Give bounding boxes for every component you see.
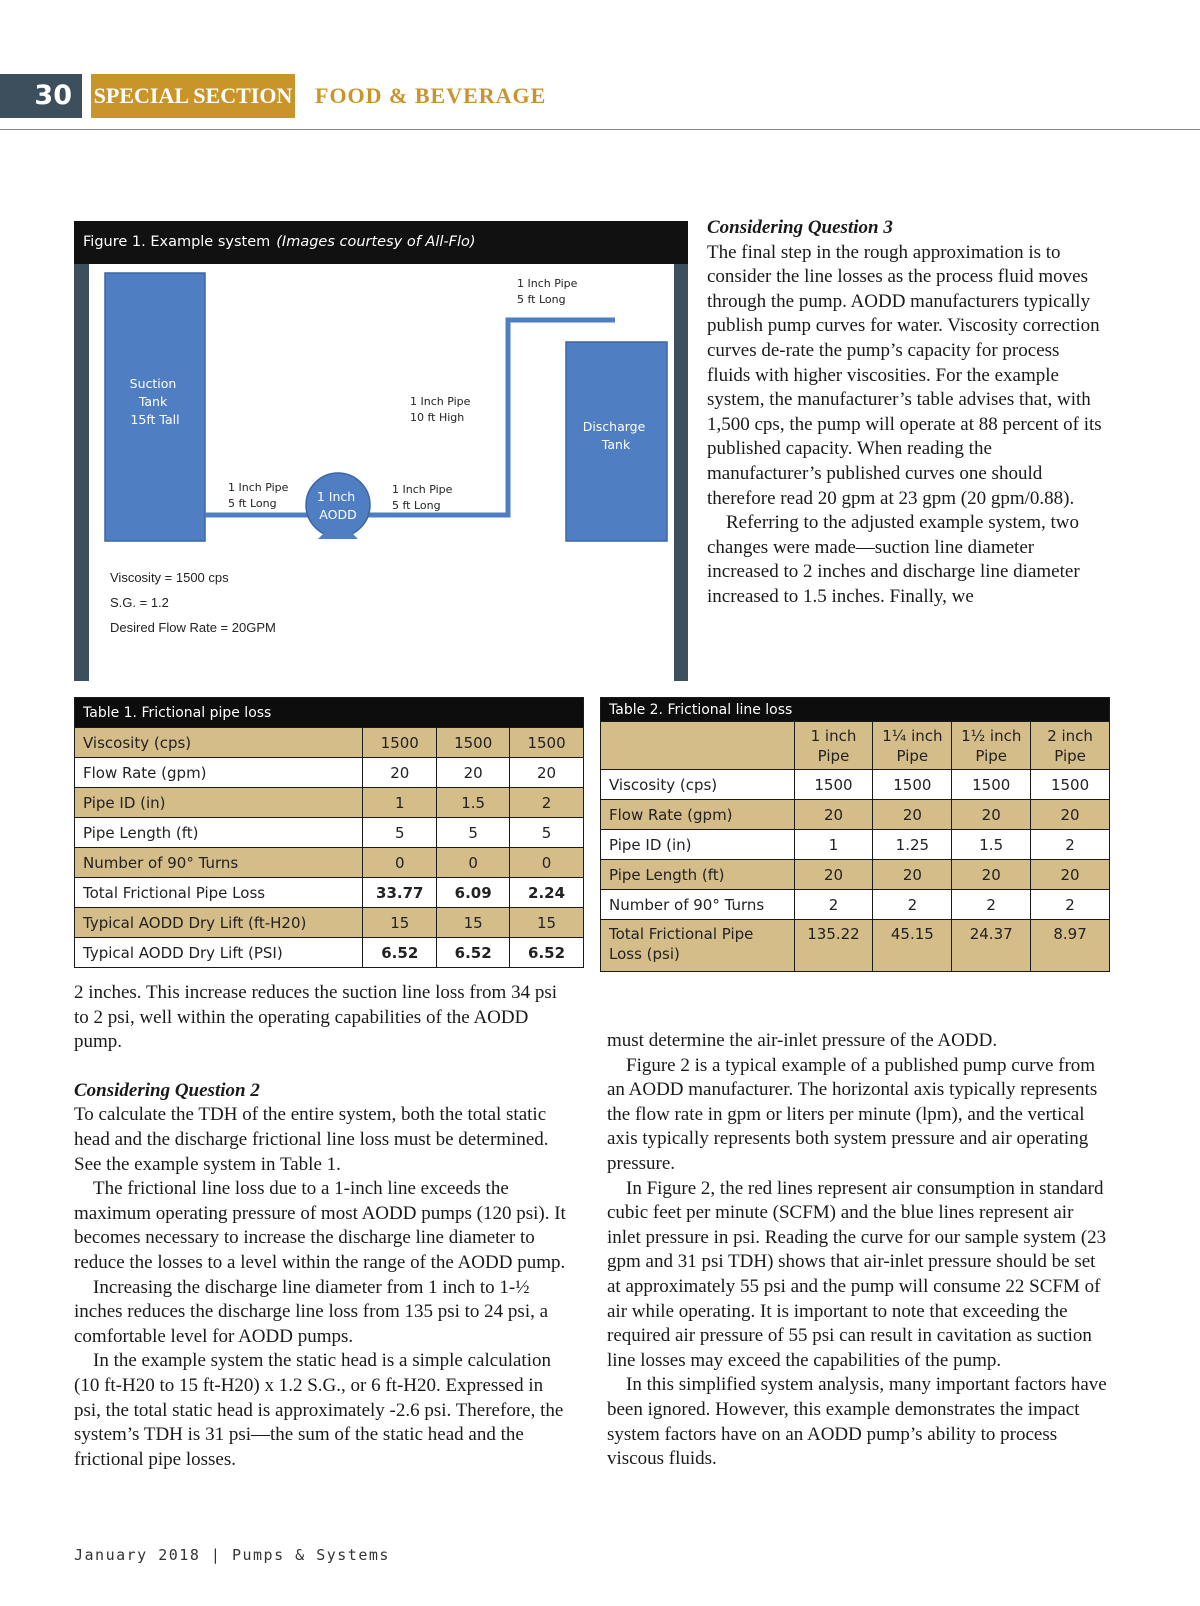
table-cell: 1500 [873, 770, 952, 800]
suction-tank-label-2: Tank [138, 394, 168, 409]
table-row [601, 920, 1110, 972]
table-cell: 135.22 [794, 920, 873, 972]
table-cell: 15 [437, 908, 510, 938]
table-1-frictional-pipe-loss [74, 697, 584, 968]
top-pipe-label-1: 1 Inch Pipe [517, 277, 578, 290]
aodd-pump [306, 473, 370, 537]
table-cell: 20 [794, 860, 873, 890]
table-cell: 0 [437, 848, 510, 878]
paragraph: The final step in the rough approximation is to consider the line losses as the process fluid moves through the pump. AODD manufacturers typically publish pump curves for water. Viscosity correction curves de-rate the pump’s capacity for process fluids with higher viscosities. For the example system, the manufacturer’s table advises that, with 1,500 cps, the pump will operate at 88 percent of its published capacity. When reading the manufacturer’s published curves one should therefore read 20 gpm at 23 gpm (20 gpm/0.88). [707, 241, 1102, 509]
paragraph: In the example system the static head is a simple calculation (10 ft-H20 to 15 ft-H20) x 1.2 S.G., or 6 ft-H20. Expressed in psi, the total static head is approximately -2.6 psi. Therefore, the system’s TDH is 31 psi—the sum of the static head and the frictional pipe losses. [74, 1350, 564, 1470]
table-cell: 2 [873, 890, 952, 920]
table-cell: 6.52 [437, 938, 510, 968]
column-header-line: 1½ inch [961, 726, 1022, 745]
column-header [794, 722, 873, 770]
paragraph: Referring to the adjusted example system, two changes were made—suction line diameter increased to 2 inches and discharge line diameter increased to 1.5 inches. Finally, we [707, 512, 1080, 607]
table-cell: 8.97 [1031, 920, 1110, 972]
table-cell: 15 [510, 908, 584, 938]
heading-question-3: Considering Question 3 [707, 217, 893, 238]
table-cell: 5 [437, 818, 510, 848]
table-cell: 20 [1031, 860, 1110, 890]
table-cell: 20 [363, 758, 437, 788]
column-header [1031, 722, 1110, 770]
table-cell: 2 [1031, 830, 1110, 860]
table-row [75, 758, 584, 788]
header-divider [0, 129, 1200, 130]
figure-1-courtesy: (Images courtesy of All-Flo) [276, 234, 476, 250]
column-header-line: 1 inch [810, 726, 857, 745]
suction-pipe-label-2: 5 ft Long [228, 497, 277, 510]
paragraph: Increasing the discharge line diameter from 1 inch to 1-½ inches reduces the discharge line loss from 135 psi to 24 psi, a comfortable level for AODD pumps. [74, 1276, 549, 1347]
table-cell: 1500 [952, 770, 1031, 800]
vertical-pipe-label-2: 10 ft High [410, 411, 465, 424]
row-label: Pipe Length (ft) [601, 860, 795, 890]
spec-flow-rate: Desired Flow Rate = 20GPM [110, 620, 276, 635]
table-cell: 1500 [363, 728, 437, 758]
discharge-pipe-low-label-1: 1 Inch Pipe [392, 483, 453, 496]
table-row [75, 848, 584, 878]
spec-gravity: S.G. = 1.2 [110, 595, 169, 610]
spec-viscosity: Viscosity = 1500 cps [110, 570, 229, 585]
row-label: Number of 90° Turns [75, 848, 363, 878]
row-label: Pipe ID (in) [75, 788, 363, 818]
table-row [75, 788, 584, 818]
table-2-corner [601, 722, 795, 770]
table-cell: 1.5 [952, 830, 1031, 860]
footer-separator: | [200, 1546, 232, 1564]
footer [74, 1546, 390, 1564]
svg-text:1 Inch Pipe 5 ft Long [517, 277, 581, 306]
table-cell: 24.37 [952, 920, 1031, 972]
table-cell: 2.24 [510, 878, 584, 908]
footer-magazine: Pumps & Systems [231, 1546, 390, 1564]
table-cell: 2 [510, 788, 584, 818]
heading-question-2: Considering Question 2 [74, 1079, 260, 1101]
footer-date: January 2018 [74, 1546, 201, 1564]
table-cell: 1500 [437, 728, 510, 758]
page-number: 30 [0, 74, 82, 118]
table-cell: 5 [363, 818, 437, 848]
svg-text:1 Inch Pipe 5 ft Long [228, 481, 292, 510]
table-cell: 2 [794, 890, 873, 920]
table-row [601, 890, 1110, 920]
table-cell: 20 [437, 758, 510, 788]
table-row [75, 818, 584, 848]
table-cell: 1.5 [437, 788, 510, 818]
table-row [75, 728, 584, 758]
special-section-label: SPECIAL SECTION [91, 74, 295, 118]
table-cell: 20 [873, 800, 952, 830]
svg-text:1 Inch Pipe 5 ft Long [392, 483, 456, 512]
table-cell: 1500 [510, 728, 584, 758]
discharge-tank-label-2: Tank [601, 437, 631, 452]
table-cell: 33.77 [363, 878, 437, 908]
row-label-line: Loss (psi) [609, 945, 680, 963]
row-label: Pipe Length (ft) [75, 818, 363, 848]
system-diagram [74, 221, 688, 681]
discharge-pipe-low-label-2: 5 ft Long [392, 499, 441, 512]
row-label: Viscosity (cps) [601, 770, 795, 800]
table-cell: 20 [510, 758, 584, 788]
article-column-left [74, 981, 574, 1472]
column-header-line: 1¼ inch [882, 726, 943, 745]
table-cell: 15 [363, 908, 437, 938]
top-pipe-label-2: 5 ft Long [517, 293, 566, 306]
table-row [75, 938, 584, 968]
table-cell: 6.52 [363, 938, 437, 968]
table-cell: 5 [510, 818, 584, 848]
row-label [601, 920, 795, 972]
table-cell: 1500 [794, 770, 873, 800]
row-label: Pipe ID (in) [601, 830, 795, 860]
table-1-caption: Table 1. Frictional pipe loss [75, 698, 584, 728]
paragraph: 2 inches. This increase reduces the suction line loss from 34 psi to 2 psi, well within the operating capabilities of the AODD pump. [74, 982, 557, 1053]
figure-1 [74, 221, 688, 681]
suction-tank-label-1: Suction [129, 376, 177, 391]
table-2-caption: Table 2. Frictional line loss [601, 698, 1110, 722]
table-row [75, 878, 584, 908]
table-cell: 0 [510, 848, 584, 878]
table-2-frictional-line-loss [600, 697, 1110, 972]
table-row [601, 830, 1110, 860]
row-label: Number of 90° Turns [601, 890, 795, 920]
table-row [601, 800, 1110, 830]
paragraph: In this simplified system analysis, many important factors have been ignored. However, this example demonstrates the impact system factors have on an AODD pump’s ability to process viscous fluids. [607, 1374, 1107, 1470]
table-cell: 6.09 [437, 878, 510, 908]
paragraph: To calculate the TDH of the entire system, both the total static head and the discharge frictional line loss must be determined. See the example system in Table 1. [74, 1104, 549, 1175]
row-label: Total Frictional Pipe Loss [75, 878, 363, 908]
table-cell: 0 [363, 848, 437, 878]
pump-label-1: 1 Inch [316, 489, 356, 504]
table-cell: 20 [952, 800, 1031, 830]
paragraph: In Figure 2, the red lines represent air consumption in standard cubic feet per minute (SCFM) and the blue lines represent air inlet pressure in psi. Reading the curve for our sample system (23 gpm and 31 psi TDH) shows that air-inlet pressure should be set at approximately 55 psi and the pump will consume 22 SCFM of air while operating. It is important to note that exceeding the required air pressure of 55 psi can result in cavitation as suction line losses may exceed the capabilities of the pump. [607, 1177, 1107, 1371]
row-label: Typical AODD Dry Lift (PSI) [75, 938, 363, 968]
column-header-line: Pipe [817, 746, 850, 765]
suction-tank-label-3: 15ft Tall [130, 412, 180, 427]
discharge-tank-label-1: Discharge [582, 419, 646, 434]
column-header [873, 722, 952, 770]
table-cell: 1 [794, 830, 873, 860]
article-column-right-top [707, 216, 1107, 610]
section-name: FOOD & BEVERAGE [315, 83, 547, 108]
table-row [75, 908, 584, 938]
pump-base [318, 533, 358, 539]
table-cell: 20 [794, 800, 873, 830]
row-label: Typical AODD Dry Lift (ft-H20) [75, 908, 363, 938]
column-header-line: Pipe [896, 746, 929, 765]
table-cell: 20 [873, 860, 952, 890]
column-header [952, 722, 1031, 770]
suction-pipe-label-1: 1 Inch Pipe [228, 481, 289, 494]
svg-text:1 Inch Pipe 10 ft High [410, 395, 474, 424]
column-header-line: Pipe [975, 746, 1008, 765]
table-cell: 2 [1031, 890, 1110, 920]
paragraph: must determine the air-inlet pressure of the AODD. [607, 1030, 998, 1051]
row-label: Viscosity (cps) [75, 728, 363, 758]
table-cell: 1.25 [873, 830, 952, 860]
row-label: Flow Rate (gpm) [75, 758, 363, 788]
table-cell: 45.15 [873, 920, 952, 972]
column-header-line: 2 inch [1047, 726, 1093, 745]
table-cell: 20 [1031, 800, 1110, 830]
table-cell: 2 [952, 890, 1031, 920]
table-row [601, 770, 1110, 800]
vertical-pipe-label-1: 1 Inch Pipe [410, 395, 471, 408]
table-cell: 20 [952, 860, 1031, 890]
paragraph: Figure 2 is a typical example of a published pump curve from an AODD manufacturer. The horizontal axis typically represents the flow rate in gpm or liters per minute (lpm), and the vertical axis typically represents both system pressure and air operating pressure. [607, 1054, 1098, 1174]
figure-1-caption: Figure 1. Example system [83, 234, 271, 250]
table-cell: 6.52 [510, 938, 584, 968]
pump-label-2: AODD [319, 507, 357, 522]
paragraph: The frictional line loss due to a 1-inch line exceeds the maximum operating pressure of most AODD pumps (120 psi). It becomes necessary to increase the discharge line diameter to reduce the losses to a level within the range of the AODD pump. [74, 1178, 566, 1273]
column-header-line: Pipe [1054, 746, 1086, 765]
row-label: Flow Rate (gpm) [601, 800, 795, 830]
table-row [601, 860, 1110, 890]
row-label-line: Total Frictional Pipe [609, 925, 754, 943]
table-cell: 1500 [1031, 770, 1110, 800]
article-column-right [607, 1029, 1107, 1472]
table-cell: 1 [363, 788, 437, 818]
